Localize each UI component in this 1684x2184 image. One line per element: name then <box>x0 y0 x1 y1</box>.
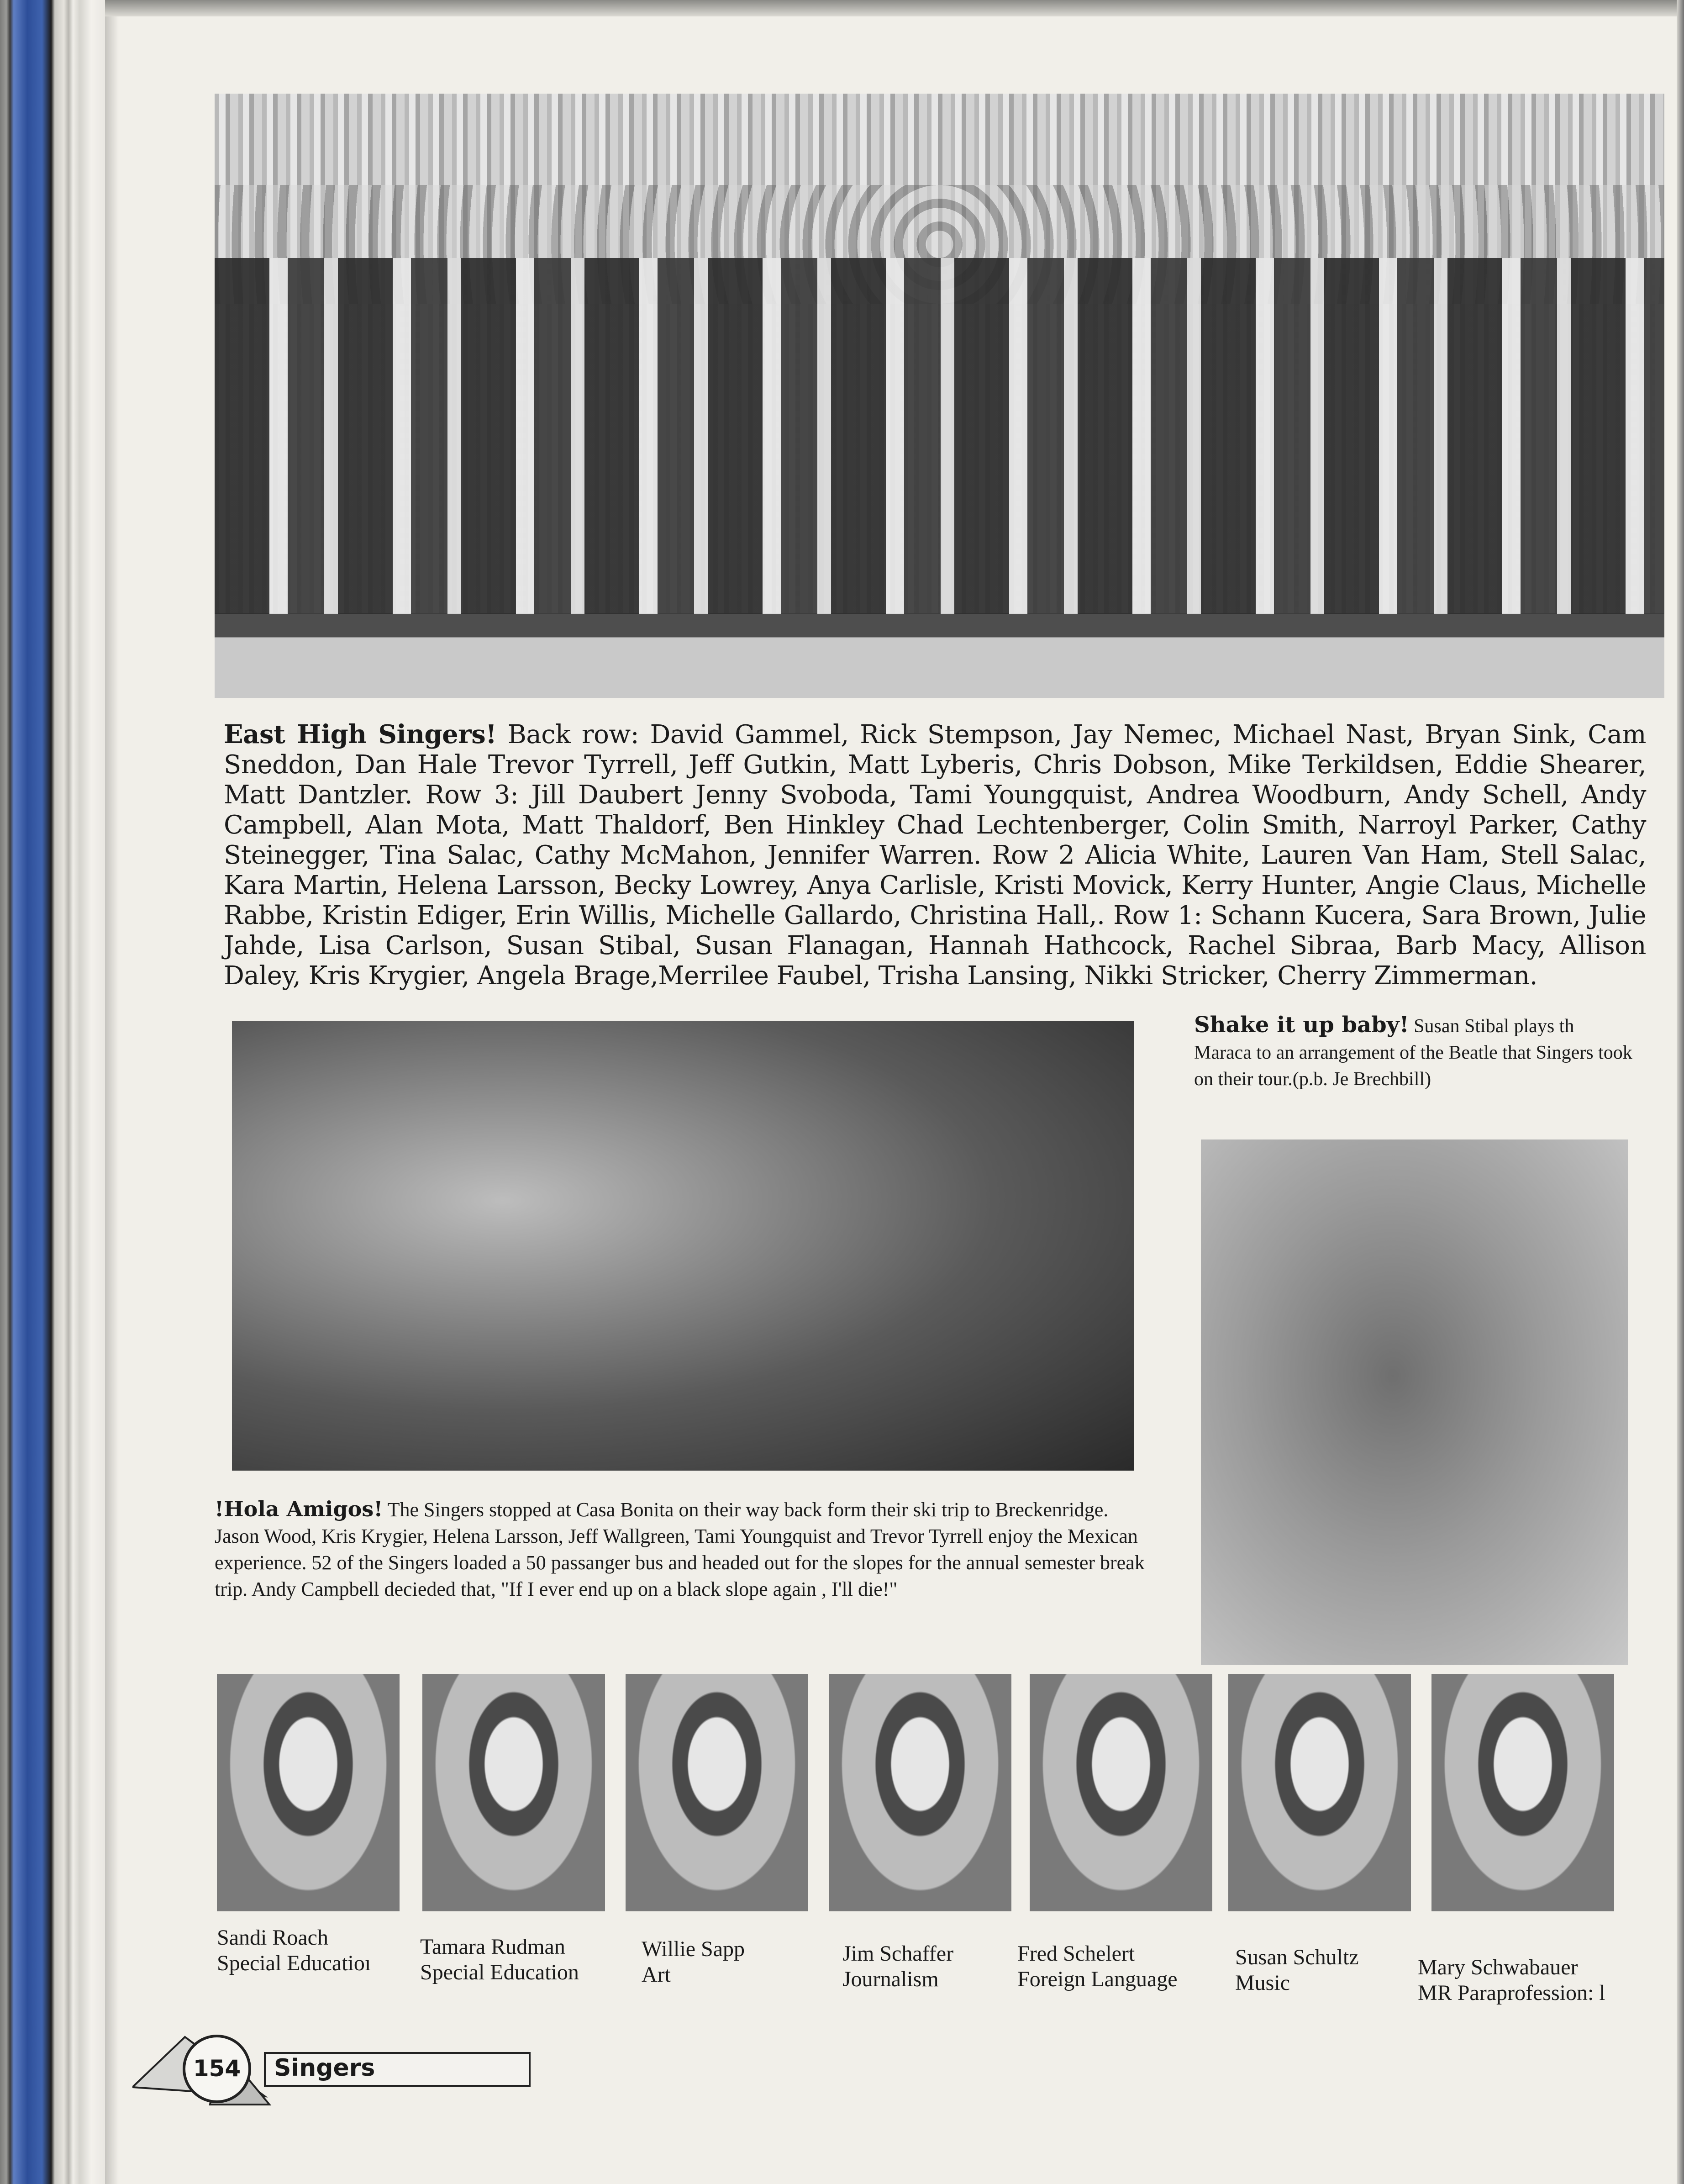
faculty-name: Jim Schaffer <box>842 1941 954 1966</box>
caption-body: Back row: David Gammel, Rick Stempson, Jay Nemec, Michael Nast, Bryan Sink, Cam Sneddon, Dan Hale Trevor Tyrrell, Jeff Gutkin, Matt Lyberis, Chris Dobson, Mike Terkildsen, Eddie Shearer, Matt Dantzler. Row 3: Jill Daubert Jenny Svoboda, Tami Youngquist, Andrea Woodburn, Andy Schell, Andy Campbell, Alan Mota, Matt Thaldorf, Ben Hinkley Chad Lechtenberger, Colin Smith, Narroyl Parker, Cathy Steinegger, Tina Salac, Cathy McMahon, Jennifer Warren. Row 2 Alicia White, Lauren Van Ham, Stell Salac, Kara Martin, Helena Larsson, Becky Lowrey, Anya Carlisle, Kristi Movick, Kerry Hunter, Angie Claus, Michelle Rabbe, Kristin Ediger, Erin Willis, Michelle Gallardo, Christina Hall,. Row 1: Schann Kucera, Sara Brown, Julie Jahde, Lisa Carlson, Susan Stibal, Susan Flanagan, Hannah Hathcock, Rachel Sibraa, Barb Macy, Allison Daley, Kris Krygier, Angela Brage,Merrilee Faubel, Trisha Lansing, Nikki Stricker, Cherry Zimmerman. <box>224 720 1646 991</box>
choir-group-photo <box>215 94 1664 698</box>
faculty-name: Tamara Rudman <box>420 1935 565 1959</box>
faculty-label <box>642 1936 842 1988</box>
section-label: Singers <box>274 2054 375 2082</box>
faculty-name: Willie Sapp <box>642 1937 745 1961</box>
faculty-label <box>217 1925 418 1976</box>
faculty-name: Susan Schultz <box>1235 1945 1359 1969</box>
faculty-subject: Music <box>1235 1971 1290 1995</box>
restaurant-caption <box>215 1496 1151 1603</box>
faculty-subject: Special Educatioı <box>217 1951 371 1975</box>
page-number: 154 <box>193 2055 241 2082</box>
faculty-label <box>1418 1955 1637 2006</box>
faculty-portrait <box>829 1674 1011 1911</box>
faculty-label <box>420 1934 621 1985</box>
choir-robes <box>215 258 1664 614</box>
faculty-name: Sandi Roach <box>217 1926 328 1950</box>
group-photo-caption <box>224 719 1646 991</box>
page-right-edge <box>1677 0 1684 2184</box>
faculty-name: Mary Schwabauer <box>1418 1955 1578 1979</box>
caption-lead: East High Singers! <box>224 719 497 749</box>
book-binding <box>0 0 105 2184</box>
faculty-portrait <box>422 1674 605 1911</box>
faculty-subject: Special Education <box>420 1960 579 1984</box>
faculty-subject: MR Paraprofession: l <box>1418 1981 1605 2005</box>
maraca-caption-lead: Shake it up baby! <box>1194 1012 1409 1038</box>
page-folio <box>132 2028 534 2108</box>
maraca-photo <box>1201 1139 1628 1665</box>
maraca-caption-body: Susan Stibal plays th Maraca to an arrangement of the Beatle that Singers took on their tour.(p.b. Je Brechbill) <box>1194 1016 1632 1090</box>
restaurant-photo <box>232 1021 1134 1471</box>
maraca-caption <box>1194 1012 1632 1092</box>
faculty-label <box>842 1941 1043 1992</box>
faculty-portrait <box>1431 1674 1614 1911</box>
gutter-shadow <box>105 0 119 2184</box>
restaurant-caption-lead: !Hola Amigos! <box>215 1497 383 1521</box>
restaurant-caption-body: The Singers stopped at Casa Bonita on their way back form their ski trip to Breckenridge. Jason Wood, Kris Krygier, Helena Larsson, Jeff Wallgreen, Tami Youngquist and Trevor Tyrrell enjoy the Mexican experience. 52 of the Singers loaded a 50 passanger bus and headed out for the slopes for the annual semester break trip. Andy Campbell decieded that, "If I ever end up on a black slope again , I'll die!" <box>215 1498 1145 1600</box>
faculty-label <box>1235 1945 1436 1996</box>
faculty-label <box>1017 1941 1223 1992</box>
faculty-subject: Art <box>642 1962 671 1987</box>
page-top-edge <box>105 0 1684 16</box>
faculty-portrait <box>626 1674 808 1911</box>
faculty-portrait <box>1030 1674 1212 1911</box>
faculty-subject: Journalism <box>842 1967 939 1991</box>
faculty-portrait <box>217 1674 400 1911</box>
faculty-name: Fred Schelert <box>1017 1941 1135 1966</box>
faculty-subject: Foreign Language <box>1017 1967 1178 1991</box>
faculty-portrait <box>1228 1674 1411 1911</box>
